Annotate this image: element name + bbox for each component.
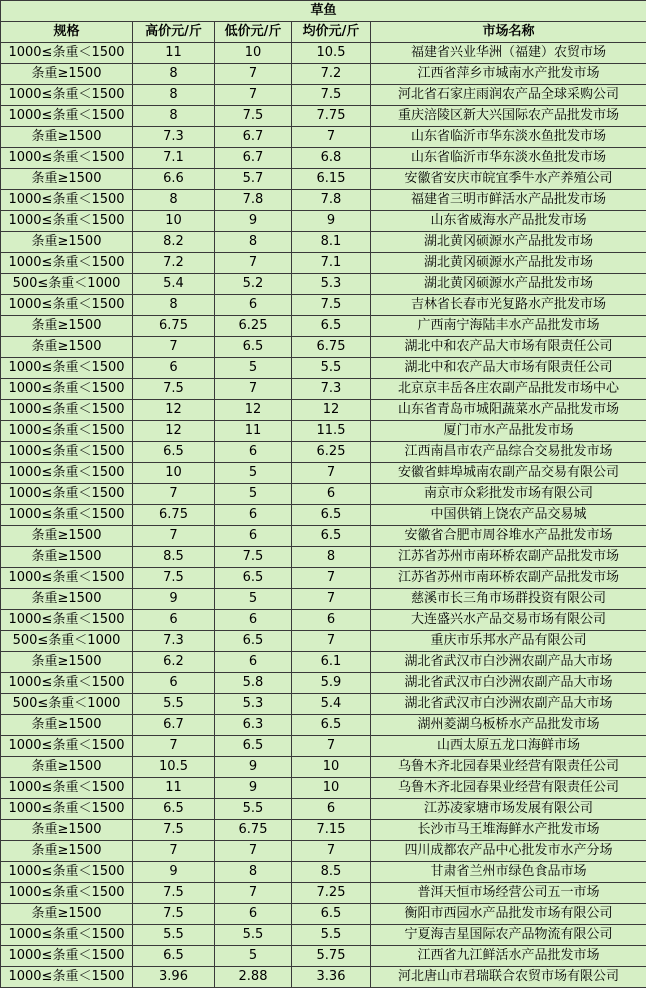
cell-market-name: 广西南宁海陆丰水产品批发市场 <box>371 316 646 337</box>
cell-market-name: 安徽省合肥市周谷堆水产品批发市场 <box>371 526 646 547</box>
cell-avg-price: 6.25 <box>292 442 371 463</box>
table-row <box>1 589 646 610</box>
cell-market-name: 湖北黄冈硕源水产品批发市场 <box>371 253 646 274</box>
cell-low-price: 6.7 <box>215 127 292 148</box>
cell-high-price: 12 <box>133 421 215 442</box>
cell-spec: 1000≤条重＜1500 <box>1 778 133 799</box>
cell-high-price: 7.5 <box>133 820 215 841</box>
cell-high-price: 6.5 <box>133 946 215 967</box>
cell-avg-price: 7.5 <box>292 295 371 316</box>
cell-avg-price: 5.4 <box>292 694 371 715</box>
cell-avg-price: 5.75 <box>292 946 371 967</box>
cell-market-name: 北京京丰岳各庄农副产品批发市场中心 <box>371 379 646 400</box>
table-row <box>1 190 646 211</box>
cell-low-price: 6.3 <box>215 715 292 736</box>
cell-market-name: 湖北黄冈硕源水产品批发市场 <box>371 232 646 253</box>
table-row <box>1 862 646 883</box>
cell-low-price: 6 <box>215 652 292 673</box>
cell-spec: 1000≤条重＜1500 <box>1 862 133 883</box>
cell-market-name: 安徽省安庆市皖宜季牛水产养殖公司 <box>371 169 646 190</box>
table-row <box>1 715 646 736</box>
cell-high-price: 6.5 <box>133 442 215 463</box>
cell-avg-price: 7.5 <box>292 85 371 106</box>
cell-avg-price: 7.15 <box>292 820 371 841</box>
cell-spec: 条重≥1500 <box>1 652 133 673</box>
cell-avg-price: 10.5 <box>292 43 371 64</box>
cell-low-price: 6 <box>215 526 292 547</box>
cell-spec: 1000≤条重＜1500 <box>1 967 133 988</box>
cell-market-name: 大连盛兴水产品交易市场有限公司 <box>371 610 646 631</box>
cell-high-price: 7.3 <box>133 127 215 148</box>
cell-avg-price: 10 <box>292 778 371 799</box>
table-row <box>1 463 646 484</box>
cell-high-price: 7 <box>133 841 215 862</box>
cell-low-price: 6.5 <box>215 337 292 358</box>
cell-high-price: 7.1 <box>133 148 215 169</box>
table-row <box>1 904 646 925</box>
cell-low-price: 6.7 <box>215 148 292 169</box>
cell-low-price: 5.2 <box>215 274 292 295</box>
cell-avg-price: 8 <box>292 547 371 568</box>
cell-avg-price: 5.3 <box>292 274 371 295</box>
cell-spec: 1000≤条重＜1500 <box>1 190 133 211</box>
table-row <box>1 610 646 631</box>
cell-market-name: 慈溪市长三角市场群投资有限公司 <box>371 589 646 610</box>
cell-low-price: 5.5 <box>215 799 292 820</box>
cell-spec: 条重≥1500 <box>1 904 133 925</box>
cell-high-price: 7.5 <box>133 568 215 589</box>
cell-low-price: 5 <box>215 358 292 379</box>
cell-low-price: 2.88 <box>215 967 292 988</box>
cell-avg-price: 12 <box>292 400 371 421</box>
cell-low-price: 7 <box>215 841 292 862</box>
cell-low-price: 6.5 <box>215 631 292 652</box>
cell-low-price: 10 <box>215 43 292 64</box>
table-row <box>1 421 646 442</box>
cell-spec: 条重≥1500 <box>1 589 133 610</box>
cell-high-price: 5.4 <box>133 274 215 295</box>
cell-low-price: 7.5 <box>215 547 292 568</box>
table-row <box>1 925 646 946</box>
table-row <box>1 883 646 904</box>
cell-avg-price: 7.2 <box>292 64 371 85</box>
cell-low-price: 6 <box>215 505 292 526</box>
cell-avg-price: 6.15 <box>292 169 371 190</box>
cell-spec: 1000≤条重＜1500 <box>1 799 133 820</box>
cell-market-name: 宁夏海吉星国际农产品物流有限公司 <box>371 925 646 946</box>
cell-spec: 1000≤条重＜1500 <box>1 610 133 631</box>
cell-market-name: 河北唐山市君瑞联合农贸市场有限公司 <box>371 967 646 988</box>
cell-spec: 条重≥1500 <box>1 547 133 568</box>
table-row <box>1 106 646 127</box>
cell-spec: 1000≤条重＜1500 <box>1 505 133 526</box>
cell-market-name: 福建省三明市鲜活水产品批发市场 <box>371 190 646 211</box>
cell-high-price: 3.96 <box>133 967 215 988</box>
header-spec: 规格 <box>1 22 133 43</box>
cell-market-name: 山东省临沂市华东淡水鱼批发市场 <box>371 148 646 169</box>
cell-spec: 500≤条重＜1000 <box>1 694 133 715</box>
cell-low-price: 7.8 <box>215 190 292 211</box>
cell-market-name: 乌鲁木齐北园春果业经营有限责任公司 <box>371 778 646 799</box>
cell-low-price: 6 <box>215 442 292 463</box>
table-row <box>1 43 646 64</box>
cell-high-price: 8 <box>133 85 215 106</box>
cell-avg-price: 7 <box>292 631 371 652</box>
cell-high-price: 10.5 <box>133 757 215 778</box>
cell-spec: 条重≥1500 <box>1 820 133 841</box>
cell-low-price: 7 <box>215 379 292 400</box>
cell-market-name: 湖北省武汉市白沙洲农副产品大市场 <box>371 652 646 673</box>
cell-high-price: 11 <box>133 778 215 799</box>
cell-spec: 条重≥1500 <box>1 526 133 547</box>
cell-spec: 1000≤条重＜1500 <box>1 295 133 316</box>
cell-low-price: 5 <box>215 589 292 610</box>
cell-high-price: 7 <box>133 736 215 757</box>
table-row <box>1 526 646 547</box>
table-row <box>1 505 646 526</box>
cell-high-price: 9 <box>133 862 215 883</box>
cell-low-price: 5.3 <box>215 694 292 715</box>
cell-avg-price: 5.5 <box>292 925 371 946</box>
cell-market-name: 吉林省长春市光复路水产批发市场 <box>371 295 646 316</box>
cell-high-price: 7.2 <box>133 253 215 274</box>
cell-high-price: 6.2 <box>133 652 215 673</box>
cell-spec: 条重≥1500 <box>1 127 133 148</box>
cell-market-name: 普洱天恒市场经营公司五一市场 <box>371 883 646 904</box>
cell-avg-price: 6.5 <box>292 526 371 547</box>
table-row <box>1 694 646 715</box>
cell-spec: 1000≤条重＜1500 <box>1 106 133 127</box>
table-row <box>1 169 646 190</box>
cell-spec: 条重≥1500 <box>1 232 133 253</box>
cell-avg-price: 9 <box>292 211 371 232</box>
cell-low-price: 6 <box>215 295 292 316</box>
cell-low-price: 7 <box>215 64 292 85</box>
cell-spec: 1000≤条重＜1500 <box>1 736 133 757</box>
cell-spec: 条重≥1500 <box>1 757 133 778</box>
cell-high-price: 10 <box>133 211 215 232</box>
cell-high-price: 10 <box>133 463 215 484</box>
cell-high-price: 6 <box>133 673 215 694</box>
cell-avg-price: 7 <box>292 736 371 757</box>
cell-spec: 1000≤条重＜1500 <box>1 673 133 694</box>
table-row <box>1 652 646 673</box>
cell-avg-price: 10 <box>292 757 371 778</box>
cell-market-name: 长沙市马王堆海鲜水产批发市场 <box>371 820 646 841</box>
table-row <box>1 736 646 757</box>
cell-low-price: 8 <box>215 862 292 883</box>
cell-low-price: 12 <box>215 400 292 421</box>
cell-low-price: 9 <box>215 757 292 778</box>
table-row <box>1 127 646 148</box>
cell-market-name: 中国供销上饶农产品交易城 <box>371 505 646 526</box>
cell-market-name: 甘肃省兰州市绿色食品市场 <box>371 862 646 883</box>
cell-avg-price: 6.75 <box>292 337 371 358</box>
header-high-price: 高价元/斤 <box>133 22 215 43</box>
cell-market-name: 厦门市水产品批发市场 <box>371 421 646 442</box>
cell-spec: 1000≤条重＜1500 <box>1 946 133 967</box>
cell-avg-price: 7.8 <box>292 190 371 211</box>
cell-high-price: 8 <box>133 106 215 127</box>
cell-spec: 条重≥1500 <box>1 715 133 736</box>
cell-high-price: 6.6 <box>133 169 215 190</box>
cell-high-price: 6.75 <box>133 316 215 337</box>
cell-high-price: 7 <box>133 337 215 358</box>
cell-low-price: 5 <box>215 946 292 967</box>
cell-spec: 条重≥1500 <box>1 841 133 862</box>
cell-low-price: 7.5 <box>215 106 292 127</box>
cell-market-name: 江苏省苏州市南环桥农副产品批发市场 <box>371 568 646 589</box>
cell-low-price: 5.8 <box>215 673 292 694</box>
cell-spec: 1000≤条重＜1500 <box>1 421 133 442</box>
cell-market-name: 江西南昌市农产品综合交易批发市场 <box>371 442 646 463</box>
table-row <box>1 253 646 274</box>
cell-low-price: 9 <box>215 778 292 799</box>
cell-market-name: 乌鲁木齐北园春果业经营有限责任公司 <box>371 757 646 778</box>
cell-high-price: 7.5 <box>133 379 215 400</box>
table-row <box>1 442 646 463</box>
table-row <box>1 400 646 421</box>
cell-high-price: 8.2 <box>133 232 215 253</box>
cell-low-price: 7 <box>215 253 292 274</box>
cell-market-name: 河北省石家庄雨润农产品全球采购公司 <box>371 85 646 106</box>
cell-avg-price: 6.1 <box>292 652 371 673</box>
cell-spec: 1000≤条重＜1500 <box>1 43 133 64</box>
cell-low-price: 5 <box>215 463 292 484</box>
cell-spec: 1000≤条重＜1500 <box>1 925 133 946</box>
table-row <box>1 568 646 589</box>
cell-avg-price: 6 <box>292 799 371 820</box>
cell-avg-price: 6.5 <box>292 316 371 337</box>
cell-low-price: 5 <box>215 484 292 505</box>
table-title: 草鱼 <box>1 1 646 22</box>
table-row <box>1 337 646 358</box>
cell-market-name: 湖州菱湖乌板桥水产品批发市场 <box>371 715 646 736</box>
cell-market-name: 江西省九江鲜活水产品批发市场 <box>371 946 646 967</box>
cell-spec: 500≤条重＜1000 <box>1 631 133 652</box>
cell-market-name: 山东省临沂市华东淡水鱼批发市场 <box>371 127 646 148</box>
cell-spec: 1000≤条重＜1500 <box>1 463 133 484</box>
cell-high-price: 5.5 <box>133 694 215 715</box>
cell-low-price: 6.5 <box>215 568 292 589</box>
cell-spec: 500≤条重＜1000 <box>1 274 133 295</box>
cell-avg-price: 6 <box>292 484 371 505</box>
table-row <box>1 211 646 232</box>
cell-spec: 条重≥1500 <box>1 316 133 337</box>
cell-spec: 1000≤条重＜1500 <box>1 400 133 421</box>
cell-market-name: 湖北省武汉市白沙洲农副产品大市场 <box>371 694 646 715</box>
cell-low-price: 8 <box>215 232 292 253</box>
table-row <box>1 85 646 106</box>
cell-market-name: 江苏凌家塘市场发展有限公司 <box>371 799 646 820</box>
cell-high-price: 8 <box>133 295 215 316</box>
cell-low-price: 5.5 <box>215 925 292 946</box>
header-avg-price: 均价元/斤 <box>292 22 371 43</box>
header-low-price: 低价元/斤 <box>215 22 292 43</box>
table-row <box>1 820 646 841</box>
cell-avg-price: 8.1 <box>292 232 371 253</box>
cell-avg-price: 7 <box>292 127 371 148</box>
cell-market-name: 重庆涪陵区新大兴国际农产品批发市场 <box>371 106 646 127</box>
cell-spec: 条重≥1500 <box>1 64 133 85</box>
cell-high-price: 6 <box>133 610 215 631</box>
cell-market-name: 湖北中和农产品大市场有限责任公司 <box>371 358 646 379</box>
cell-high-price: 6.7 <box>133 715 215 736</box>
title-row <box>1 1 646 22</box>
cell-spec: 1000≤条重＜1500 <box>1 379 133 400</box>
cell-avg-price: 8.5 <box>292 862 371 883</box>
table-row <box>1 778 646 799</box>
table-row <box>1 295 646 316</box>
table-row <box>1 946 646 967</box>
cell-avg-price: 6.8 <box>292 148 371 169</box>
cell-market-name: 重庆市乐邦水产品有限公司 <box>371 631 646 652</box>
table-row <box>1 274 646 295</box>
cell-low-price: 6.5 <box>215 736 292 757</box>
cell-low-price: 6 <box>215 904 292 925</box>
cell-avg-price: 7.75 <box>292 106 371 127</box>
table-row <box>1 673 646 694</box>
cell-high-price: 11 <box>133 43 215 64</box>
cell-avg-price: 7 <box>292 841 371 862</box>
cell-high-price: 6 <box>133 358 215 379</box>
cell-market-name: 山东省青岛市城阳蔬菜水产品批发市场 <box>371 400 646 421</box>
cell-market-name: 湖北中和农产品大市场有限责任公司 <box>371 337 646 358</box>
cell-spec: 1000≤条重＜1500 <box>1 211 133 232</box>
cell-market-name: 四川成都农产品中心批发市水产分场 <box>371 841 646 862</box>
cell-avg-price: 3.36 <box>292 967 371 988</box>
cell-avg-price: 6 <box>292 610 371 631</box>
cell-spec: 1000≤条重＜1500 <box>1 484 133 505</box>
cell-spec: 1000≤条重＜1500 <box>1 85 133 106</box>
header-market-name: 市场名称 <box>371 22 646 43</box>
cell-high-price: 5.5 <box>133 925 215 946</box>
cell-low-price: 7 <box>215 85 292 106</box>
cell-low-price: 6.25 <box>215 316 292 337</box>
cell-spec: 条重≥1500 <box>1 337 133 358</box>
cell-market-name: 湖北省武汉市白沙洲农副产品大市场 <box>371 673 646 694</box>
table-row <box>1 316 646 337</box>
cell-high-price: 7 <box>133 526 215 547</box>
cell-avg-price: 5.5 <box>292 358 371 379</box>
table-row <box>1 148 646 169</box>
cell-spec: 1000≤条重＜1500 <box>1 358 133 379</box>
table-row <box>1 967 646 988</box>
table-row <box>1 358 646 379</box>
cell-avg-price: 7 <box>292 589 371 610</box>
cell-high-price: 8 <box>133 190 215 211</box>
cell-spec: 1000≤条重＜1500 <box>1 442 133 463</box>
cell-low-price: 6.75 <box>215 820 292 841</box>
cell-avg-price: 11.5 <box>292 421 371 442</box>
cell-low-price: 6 <box>215 610 292 631</box>
cell-market-name: 江西省萍乡市城南水产批发市场 <box>371 64 646 85</box>
cell-high-price: 7 <box>133 484 215 505</box>
cell-avg-price: 6.5 <box>292 505 371 526</box>
cell-market-name: 江苏省苏州市南环桥农副产品批发市场 <box>371 547 646 568</box>
table-row <box>1 799 646 820</box>
cell-spec: 1000≤条重＜1500 <box>1 883 133 904</box>
table-row <box>1 841 646 862</box>
cell-avg-price: 7.25 <box>292 883 371 904</box>
table-row <box>1 484 646 505</box>
cell-market-name: 山西太原五龙口海鲜市场 <box>371 736 646 757</box>
cell-avg-price: 7 <box>292 463 371 484</box>
cell-high-price: 6.5 <box>133 799 215 820</box>
cell-market-name: 南京市众彩批发市场有限公司 <box>371 484 646 505</box>
cell-spec: 1000≤条重＜1500 <box>1 568 133 589</box>
cell-market-name: 湖北黄冈硕源水产品批发市场 <box>371 274 646 295</box>
cell-low-price: 5.7 <box>215 169 292 190</box>
cell-low-price: 9 <box>215 211 292 232</box>
cell-low-price: 11 <box>215 421 292 442</box>
cell-high-price: 7.5 <box>133 904 215 925</box>
cell-low-price: 7 <box>215 883 292 904</box>
cell-avg-price: 7.3 <box>292 379 371 400</box>
cell-avg-price: 7.1 <box>292 253 371 274</box>
cell-spec: 1000≤条重＜1500 <box>1 253 133 274</box>
table-row <box>1 757 646 778</box>
cell-market-name: 福建省兴业华洲（福建）农贸市场 <box>371 43 646 64</box>
cell-market-name: 山东省威海水产品批发市场 <box>371 211 646 232</box>
table-row <box>1 631 646 652</box>
cell-avg-price: 7 <box>292 568 371 589</box>
cell-high-price: 8.5 <box>133 547 215 568</box>
table-body <box>1 43 646 988</box>
cell-high-price: 8 <box>133 64 215 85</box>
table-row <box>1 232 646 253</box>
cell-avg-price: 6.5 <box>292 715 371 736</box>
cell-high-price: 7.3 <box>133 631 215 652</box>
cell-market-name: 安徽省蚌埠城南农副产品交易有限公司 <box>371 463 646 484</box>
cell-spec: 1000≤条重＜1500 <box>1 148 133 169</box>
cell-high-price: 12 <box>133 400 215 421</box>
cell-market-name: 衡阳市西园水产品批发市场有限公司 <box>371 904 646 925</box>
cell-high-price: 7.5 <box>133 883 215 904</box>
table-row <box>1 64 646 85</box>
cell-high-price: 9 <box>133 589 215 610</box>
header-row <box>1 22 646 43</box>
table-row <box>1 379 646 400</box>
cell-avg-price: 6.5 <box>292 904 371 925</box>
cell-spec: 条重≥1500 <box>1 169 133 190</box>
cell-avg-price: 5.9 <box>292 673 371 694</box>
cell-high-price: 6.75 <box>133 505 215 526</box>
table-row <box>1 547 646 568</box>
